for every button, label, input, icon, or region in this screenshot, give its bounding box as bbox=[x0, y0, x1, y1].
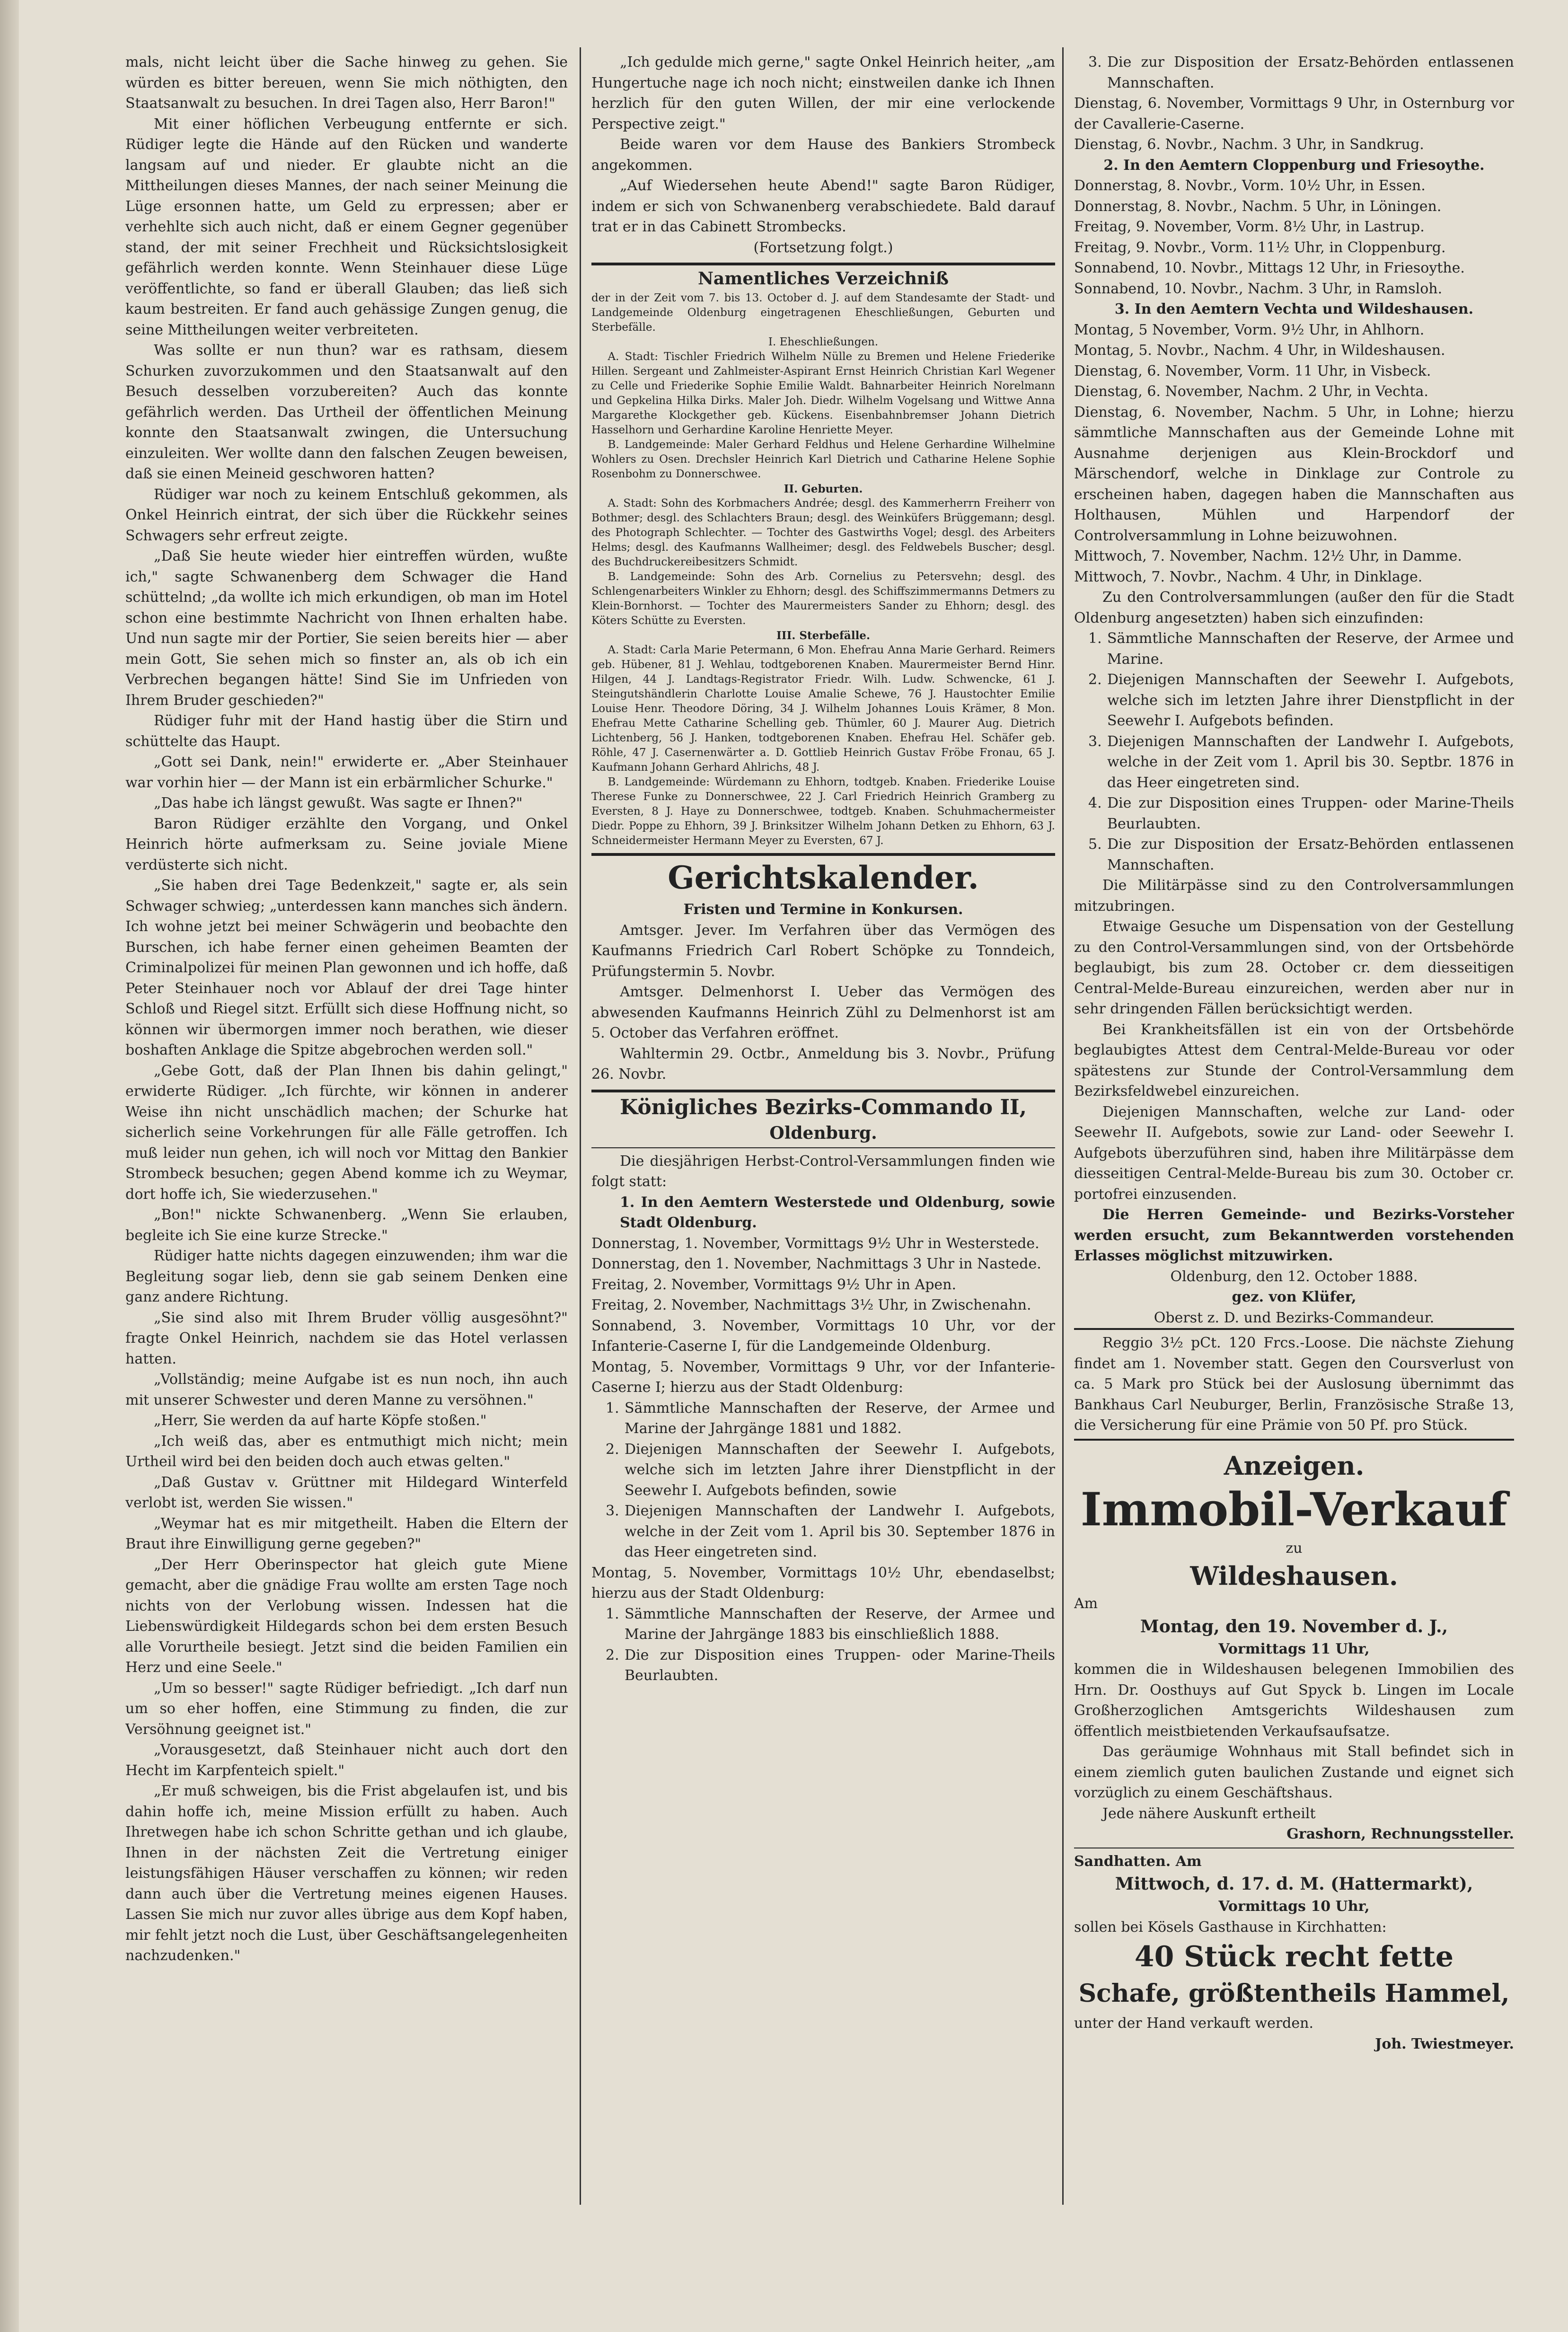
command-list bbox=[1074, 628, 1514, 875]
story-paragraph: Baron Rüdiger erzählte den Vorgang, und Onkel Heinrich hörte aufmerksam zu. Seine joviale Miene verdüsterte sich nicht. bbox=[125, 815, 568, 873]
story-paragraph: Rüdiger hatte nichts dagegen einzuwenden; ihm war die Begleitung sogar lieb, denn sie gab seinem Denken eine ganz andere Richtung. bbox=[125, 1248, 568, 1305]
command-schedule-line: Donnerstag, 8. Novbr., Vorm. 10½ Uhr, in Essen. bbox=[1074, 177, 1426, 194]
notice-date: Oldenburg, den 12. October 1888. bbox=[1170, 1268, 1418, 1285]
register-section-title: II. Geburten. bbox=[784, 483, 863, 495]
command-schedule-line: Dienstag, 6. November, Nachm. 2 Uhr, in Vechta. bbox=[1074, 383, 1428, 400]
ad-text: unter der Hand verkauft werden. bbox=[1074, 2015, 1313, 2032]
command-schedule-line: Montag, 5. Novbr., Nachm. 4 Uhr, in Wildeshausen. bbox=[1074, 342, 1445, 359]
command-paragraph: Die Herren Gemeinde- und Bezirks-Vorsteher werden ersucht, zum Bekanntwerden vorstehenden Erlasses möglichst mitzuwirken. bbox=[1074, 1206, 1514, 1264]
register-entry: B. Landgemeinde: Maler Gerhard Feldhus und Helene Gerhardine Wilhelmine Wohlers zu Osen. Drechsler Heinrich Karl Dietrich und Catharine Helene Sophie Rosenbohm zu Donnerschwee. bbox=[591, 439, 1055, 480]
story-paragraph: „Daß Gustav v. Grüttner mit Hildegard Winterfeld verlobt ist, werden Sie wissen." bbox=[125, 1474, 568, 1511]
ads-title: Anzeigen. bbox=[1224, 1450, 1365, 1481]
story-paragraph: „Bon!" nickte Schwanenberg. „Wenn Sie erlauben, begleite ich Sie eine kurze Strecke." bbox=[125, 1206, 568, 1244]
command-schedule-line: Freitag, 9. November, Vorm. 8½ Uhr, in Lastrup. bbox=[1074, 219, 1425, 235]
command-schedule-line: Sonnabend, 3. November, Vormittags 10 Uhr, vor der Infanterie-Caserne I, für die Landgemeinde Oldenburg. bbox=[591, 1317, 1055, 1355]
story-paragraph: „Sie haben drei Tage Bedenkzeit," sagte er, als sein Schwager schwieg; „unterdessen kann manches sich ändern. Ich wohne jetzt bei meiner Schwägerin und beobachte den Burschen, ich habe ferner einen geheimen Beamten der Criminalpolizei für meinen Plan gewonnen und ich hoffe, daß Peter Steinhauer noch vor Ablauf der drei Tage hinter Schloß und Riegel sitzt. Erfüllt sich diese Hoffnung nicht, so können wir übermorgen immer noch berathen, wie dieser boshaften Anklage die Spitze abgebrochen werden soll." bbox=[125, 877, 568, 1058]
command-schedule-line: Sonnabend, 10. Novbr., Nachm. 3 Uhr, in Ramsloh. bbox=[1074, 280, 1443, 297]
ad-headline: 40 Stück recht fette bbox=[1134, 1940, 1454, 1973]
register-intro: der in der Zeit vom 7. bis 13. October d. J. auf dem Standesamte der Stadt- und Landgemeinde Oldenburg eingetragenen Eheschließungen, Geburten und Sterbefälle. bbox=[591, 292, 1055, 334]
story-paragraph: Rüdiger fuhr mit der Hand hastig über die Stirn und schüttelte das Haupt. bbox=[125, 713, 568, 750]
command-paragraph: Bei Krankheitsfällen ist ein von der Ortsbehörde beglaubigtes Attest dem Central-Melde-Bureau vor oder spätestens zur Stunde der Control-Versammlung dem Bezirksfeldwebel einzureichen. bbox=[1074, 1021, 1514, 1100]
ad-place: Wildeshausen. bbox=[1190, 1561, 1398, 1591]
command-schedule-line: Freitag, 2. November, Vormittags 9½ Uhr in Apen. bbox=[591, 1276, 957, 1293]
reggio-text: Reggio 3½ pCt. 120 Frcs.-Loose. Die nächste Ziehung findet am 1. November statt. Gegen den Coursverlust von ca. 5 Mark pro Stück bei der Auslosung übernimmt das Bankhaus Carl Neuburger, Berlin, Französische Straße 13, die Versicherung für eine Prämie von 50 Pf. pro Stück. bbox=[1074, 1335, 1514, 1434]
court-entry: Amtsger. Jever. Im Verfahren über das Vermögen des Kaufmanns Friedrich Carl Robert Schöpke zu Tonndeich, Prüfungstermin 5. Novbr. bbox=[591, 922, 1055, 980]
story-paragraph: Was sollte er nun thun? war es rathsam, diesem Schurken zuvorzukommen und den Staatsanwalt auf den Besuch desselben vorzubereiten? Auch das konnte gefährlich werden. Das Urtheil der öffentlichen Meinung konnte den Staatsanwalt zwingen, die Untersuchung einzuleiten. Wer wollte dann den falschen Zeugen beweisen, daß sie einen Meineid geschworen hatten? bbox=[125, 342, 568, 482]
column-divider bbox=[580, 47, 581, 2205]
list-item: 2. Diejenigen Mannschaften der Seewehr I. Aufgebots, welche sich im letzten Jahre ihrer Dienstpflicht in der Seewehr I. Aufgebots befinden, sowie bbox=[606, 1441, 1055, 1499]
register-entry: A. Stadt: Sohn des Korbmachers Andrée; desgl. des Kammerherrn Freiherr von Bothmer; desgl. des Schlachters Braun; desgl. des Weinküfers Brüggemann; desgl. des Photograph Schlechter. — Tochter des Gastwirths Vogel; desgl. des Arbeiters Helms; desgl. des Kaufmanns Wallheimer; desgl. des Feldwebels Buscher; desgl. des Buchdruckereibesitzers Schmidt. bbox=[591, 497, 1055, 568]
command-list bbox=[1074, 52, 1514, 93]
ad-time: Vormittags 11 Uhr, bbox=[1218, 1640, 1370, 1657]
register-entry: B. Landgemeinde: Würdemann zu Ehhorn, todtgeb. Knaben. Friederike Louise Therese Funke zu Donnerschwee, 22 J. Carl Friedrich Heinrich Gramberg zu Eversten, 8 J. Haye zu Donnerschwee, todtgeb. Knaben. Schuhmachermeister Diedr. Poppe zu Ehhorn, 39 J. Brinksitzer Wilhelm Johann Detken zu Ehhorn, 63 J. Schneidermeister Hermann Meyer zu Eversten, 67 J. bbox=[591, 776, 1055, 847]
column-notices-ads bbox=[1074, 52, 1514, 2228]
command-schedule-line: Freitag, 2. November, Nachmittags 3½ Uhr, in Zwischenahn. bbox=[591, 1297, 1031, 1313]
story-paragraph: „Sie sind also mit Ihrem Bruder völlig ausgesöhnt?" fragte Onkel Heinrich, nachdem sie das Hotel verlassen hatten. bbox=[125, 1309, 568, 1367]
command-section-title: 2. In den Aemtern Cloppenburg und Friesoythe. bbox=[1103, 157, 1485, 174]
list-item: 3. Diejenigen Mannschaften der Landwehr I. Aufgebots, welche in der Zeit vom 1. April bis 30. Septbr. 1876 in das Heer eingetreten sind. bbox=[1088, 733, 1514, 791]
command-schedule-line: Mittwoch, 7. Novbr., Nachm. 4 Uhr, in Dinklage. bbox=[1074, 568, 1423, 585]
court-entry: Wahltermin 29. Octbr., Anmeldung bis 3. Novbr., Prüfung 26. Novbr. bbox=[591, 1045, 1055, 1082]
command-schedule-line: Donnerstag, 8. Novbr., Nachm. 5 Uhr, in Löningen. bbox=[1074, 198, 1442, 215]
ad-am: Am bbox=[1074, 1595, 1098, 1612]
command-schedule-line: Dienstag, 6. November, Nachm. 5 Uhr, in Lohne; hierzu sämmtliche Mannschaften aus der Gemeinde Lohne mit Ausnahme derjenigen aus Klein-Brockdorf und Märschendorf, welche in Dinklage zur Controle zu erscheinen haben, dagegen haben die Mannschaften aus Holthausen, Mühlen und Harpendorf der Controlversammlung in Lohne beizuwohnen. bbox=[1074, 404, 1514, 544]
list-item: 1. Sämmtliche Mannschaften der Reserve, der Armee und Marine der Jahrgänge 1881 und 1882. bbox=[606, 1399, 1055, 1437]
list-item: 1. Sämmtliche Mannschaften der Reserve, der Armee und Marine der Jahrgänge 1883 bis einschließlich 1888. bbox=[606, 1605, 1055, 1643]
story-paragraph: „Gott sei Dank, nein!" erwiderte er. „Aber Steinhauer war vorhin hier — der Mann ist ein erbärmlicher Schurke." bbox=[125, 754, 568, 791]
ad-date: Mittwoch, d. 17. d. M. (Hattermarkt), bbox=[1115, 1874, 1473, 1894]
command-paragraph: Diejenigen Mannschaften, welche zur Land- oder Seewehr II. Aufgebots, sowie zur Land- oder Seewehr I. Aufgebots überzuführen sind, haben ihre Militärpässe dem diesseitigen Central-Melde-Bureau bis zum 30. October cr. portofrei einzusenden. bbox=[1074, 1103, 1514, 1203]
story-paragraph: Mit einer höflichen Verbeugung entfernte er sich. Rüdiger legte die Hände auf den Rücken und wanderte langsam auf und nieder. Er glaubte nicht an die Mittheilungen dieses Mannes, der nach seiner Meinung die Lüge ersonnen hatte, um Geld zu erpressen; aber er verhehlte sich auch nicht, daß er einem Gegner gegenüber stand, der mit seiner Frechheit und Rücksichtslosigkeit gefährlich werden konnte. Wenn Steinhauer diese Lüge veröffentlichte, so fand er überall Glauben; das ließ sich kaum bestreiten. Er fand auch gehässige Zungen genug, die seine Mittheilungen weiter verbreiteten. bbox=[125, 115, 568, 338]
command-section-title: 1. In den Aemtern Westerstede und Oldenburg, sowie Stadt Oldenburg. bbox=[620, 1194, 1055, 1231]
ad-time: Vormittags 10 Uhr, bbox=[1218, 1898, 1370, 1915]
signature-name: gez. von Klüfer, bbox=[1232, 1289, 1357, 1305]
command-section-title: 3. In den Aemtern Vechta und Wildeshausen. bbox=[1114, 301, 1474, 317]
civil-register bbox=[591, 291, 1055, 848]
section-rule bbox=[591, 263, 1055, 265]
story-paragraph: „Herr, Sie werden da auf harte Köpfe stoßen." bbox=[154, 1412, 487, 1429]
story-paragraph: „Gebe Gott, daß der Plan Ihnen bis dahin gelingt," erwiderte Rüdiger. „Ich fürchte, wir können in anderer Weise ihn nicht unschädlich machen; der Schurke hat sicherlich seine Vorkehrungen für alle Fälle getroffen. Ich muß leider nun gehen, ich will noch vor Mittag den Bankier Strombeck besuchen; gegen Abend komme ich zu Weymar, dort hoffe ich, Sie wiederzusehen." bbox=[125, 1062, 568, 1203]
story-paragraph: „Auf Wiedersehen heute Abend!" sagte Baron Rüdiger, indem er sich von Schwanenberg verabschiedete. Bald darauf trat er in das Cabinett Strombecks. bbox=[591, 177, 1055, 235]
court-calendar-title: Gerichtskalender. bbox=[668, 859, 979, 896]
ad-signature: Grashorn, Rechnungssteller. bbox=[1286, 1826, 1514, 1842]
ad-signature: Joh. Twiestmeyer. bbox=[1375, 2035, 1514, 2052]
court-calendar-subtitle: Fristen und Termine in Konkursen. bbox=[683, 901, 963, 918]
story-paragraph: „Vollständig; meine Aufgabe ist es nun noch, ihn auch mit unserer Schwester und deren Manne zu versöhnen." bbox=[125, 1371, 568, 1408]
command-paragraph: Die Militärpässe sind zu den Controlversammlungen mitzubringen. bbox=[1074, 877, 1514, 915]
command-schedule-line: Dienstag, 6. Novbr., Nachm. 3 Uhr, in Sandkrug. bbox=[1074, 136, 1424, 153]
binding-edge bbox=[0, 0, 19, 2332]
command-schedule-line: Dienstag, 6. November, Vorm. 11 Uhr, in Visbeck. bbox=[1074, 362, 1431, 379]
command-schedule-line: Montag, 5. November, Vormittags 9 Uhr, vor der Infanterie-Caserne I; hierzu aus der Stadt Oldenburg: bbox=[591, 1358, 1055, 1396]
story-paragraph: „Ich geduldе mich gerne," sagte Onkel Heinrich heiter, „am Hungertuche nage ich noch nicht; einstweilen danke ich Ihnen herzlich für den guten Willen, der mir eine verlockende Perspective zeigt." bbox=[591, 54, 1055, 132]
list-item: 3. Diejenigen Mannschaften der Landwehr I. Aufgebots, welche in der Zeit vom 1. April bis 30. September 1876 in das Heer eingetreten sind. bbox=[606, 1503, 1055, 1560]
register-section-title: I. Eheschließungen. bbox=[768, 336, 879, 348]
ad-text: Jede nähere Auskunft ertheilt bbox=[1102, 1805, 1316, 1822]
command-schedule-line: Sonnabend, 10. Novbr., Mittags 12 Uhr, in Friesoythe. bbox=[1074, 260, 1465, 276]
court-entry: Amtsger. Delmenhorst I. Ueber das Vermögen des abwesenden Kaufmanns Heinrich Zühl zu Delmenhorst ist am 5. October das Verfahren eröffnet. bbox=[591, 984, 1055, 1041]
column-notices bbox=[591, 52, 1055, 2228]
section-rule bbox=[591, 853, 1055, 856]
signature-title: Oberst z. D. und Bezirks-Commandeur. bbox=[1154, 1309, 1435, 1326]
register-title: Namentliches Verzeichniß bbox=[698, 269, 949, 289]
command-paragraph: Etwaige Gesuche um Dispensation von der Gestellung zu den Control-Versammlungen sind, von der Ortsbehörde beglaubigt, bis zum 28. October cr. dem diesseitigen Central-Melde-Bureau einzureichen, werden aber nur in sehr dringenden Fällen berücksichtigt werden. bbox=[1074, 918, 1514, 1017]
story-paragraph: „Das habe ich längst gewußt. Was sagte er Ihnen?" bbox=[154, 795, 523, 811]
story-paragraph: Beide waren vor dem Hause des Bankiers Strombeck angekommen. bbox=[591, 136, 1055, 174]
story-paragraph: „Weymar hat es mir mitgetheilt. Haben die Eltern der Braut ihre Einwilligung gerne gegeben?" bbox=[125, 1515, 568, 1552]
list-item: 1. Sämmtliche Mannschaften der Reserve, der Armee und Marine. bbox=[1088, 630, 1514, 668]
command-schedule-line: Freitag, 9. Novbr., Vorm. 11½ Uhr, in Cloppenburg. bbox=[1074, 239, 1446, 256]
ad-date: Montag, den 19. November d. J., bbox=[1140, 1616, 1448, 1637]
list-item: 5. Die zur Disposition der Ersatz-Behörden entlassenen Mannschaften. bbox=[1088, 836, 1514, 873]
command-subtitle: Oldenburg. bbox=[769, 1123, 877, 1143]
story-paragraph: „Der Herr Oberinspector hat gleich gute Miene gemacht, aber die gnädige Frau wollte am ersten Tage noch nichts von der Verlobung wissen. Indessen hat die Liebenswürdigkeit Hildegards schon bei dem ersten Besuch alle Vorurtheile besiegt. Jetzt sind die beiden Familien ein Herz und eine Seele." bbox=[125, 1556, 568, 1676]
register-entry: A. Stadt: Tischler Friedrich Wilhelm Nülle zu Bremen und Helene Friederike Hillen. Sergeant und Zahlmeister-Aspirant Ernst Heinrich Christian Karl Wegener zu Celle und Friederike Sophie Emilie Waldt. Bahnarbeiter Heinrich Norelmann und Gepkelina Hilka Dirks. Maler Joh. Diedr. Wilhelm Vogelsang und Wittwe Anna Margarethe Klockgether geb. Kückens. Eisenbahnbremser Johann Dietrich Hasselhorn und Gerhardine Karoline Henriette Meyer. bbox=[591, 351, 1055, 436]
command-list bbox=[591, 1398, 1055, 1563]
ad-text: kommen die in Wildeshausen belegenen Immobilien des Hrn. Dr. Oosthuys auf Gut Spyck b. Lingen im Locale Großherzoglichen Amtsgerichts Wildeshausen zum öffentlich meistbietenden Verkaufsaufsatze. bbox=[1074, 1661, 1514, 1740]
story-paragraph: „Um so besser!" sagte Rüdiger befriedigt. „Ich darf nun um so eher hoffen, eine Stimmung zu finden, die zur Versöhnung geeignet ist." bbox=[125, 1680, 568, 1738]
command-schedule-line: Dienstag, 6. November, Vormittags 9 Uhr, in Osternburg vor der Cavallerie-Caserne. bbox=[1074, 95, 1514, 132]
command-schedule-line: Donnerstag, 1. November, Vormittags 9½ Uhr in Westerstede. bbox=[591, 1235, 1039, 1252]
command-schedule-line: Mittwoch, 7. November, Nachm. 12½ Uhr, in Damme. bbox=[1074, 548, 1462, 564]
story-continued-note: (Fortsetzung folgt.) bbox=[753, 239, 893, 256]
ad-zu: zu bbox=[1286, 1540, 1303, 1557]
register-entry: B. Landgemeinde: Sohn des Arb. Cornelius zu Petersvehn; desgl. des Schlengenarbeiters Winkler zu Ehhorn; desgl. des Schiffszimmermanns Detmers zu Klein-Bornhorst. — Tochter des Maurermeisters Sander zu Ehhorn; desgl. des Köters Schütte zu Eversten. bbox=[591, 571, 1055, 627]
story-paragraph: mals, nicht leicht über die Sache hinweg zu gehen. Sie würden es bitter bereuen, wenn Sie mich nöthigten, den Staatsanwalt zu besuchen. In drei Tagen also, Herr Baron!" bbox=[125, 54, 568, 112]
list-item: 2. Diejenigen Mannschaften der Seewehr I. Aufgebots, welche sich im letzten Jahre ihrer Dienstpflicht in der Seewehr I. Aufgebots befinden. bbox=[1088, 671, 1514, 729]
register-entry: A. Stadt: Carla Marie Petermann, 6 Mon. Ehefrau Anna Marie Gerhard. Reimers geb. Hübener, 81 J. Wehlau, todtgeborenen Knaben. Maurermeister Bernd Hinr. Hilgen, 44 J. Landtags-Registrator Friedr. Wilh. Ludw. Schwencke, 61 J. Steingutshändlerin Charlotte Louise Amalie Schewe, 76 J. Haustochter Emilie Louise Henr. Theodore Döring, 34 J. Wilhelm Johannes Louis Krämer, 8 Mon. Ehefrau Mette Catharine Schelling geb. Thümler, 60 J. Maurer Aug. Dietrich Lichtenberg, 56 J. Hanken, todtgeborenen Knaben. Ehefrau Hel. Schäfer geb. Röhle, 47 J. Casernenwärter a. D. Gottlieb Heinrich Gustav Fröbe Fronau, 65 J. Kaufmann Johann Gerhard Ahlrichs, 48 J. bbox=[591, 644, 1055, 774]
column-serial-story bbox=[125, 52, 568, 2228]
list-item: 3. Die zur Disposition der Ersatz-Behörden entlassenen Mannschaften. bbox=[1088, 54, 1514, 91]
command-paragraph: Zu den Controlversammlungen (außer den für die Stadt Oldenburg angesetzten) haben sich einzufinden: bbox=[1074, 589, 1514, 626]
story-paragraph: „Er muß schweigen, bis die Frist abgelaufen ist, und bis dahin hoffe ich, meine Mission erfüllt zu haben. Auch Ihretwegen habe ich schon Schritte gethan und ich glaube, Ihnen in der nächsten Zeit die Vertretung einiger leistungsfähigen Häuser verschaffen zu können; wir reden dann auch über die Vertretung meines eigenen Hauses. Lassen Sie mich nur zuvor alles übrige aus dem Kopf haben, mir fehlt jetzt noch die Lust, über Geschäftsangelegenheiten nachzudenken." bbox=[125, 1783, 568, 1964]
ad-property-sale-title: Immobil-Verkauf bbox=[1080, 1482, 1508, 1536]
reggio-notice bbox=[1074, 1328, 1514, 1441]
command-schedule-line: Montag, 5 November, Vorm. 9½ Uhr, in Ahlhorn. bbox=[1074, 321, 1425, 338]
ad-place: Sandhatten. Am bbox=[1074, 1853, 1202, 1870]
ad-text: Das geräumige Wohnhaus mit Stall befindet sich in einem ziemlich guten baulichen Zustande und eignet sich vorzüglich zu einem Geschäftshaus. bbox=[1074, 1743, 1514, 1801]
section-rule bbox=[591, 1090, 1055, 1092]
list-item: 4. Die zur Disposition eines Truppen- oder Marine-Theils Beurlaubten. bbox=[1088, 795, 1514, 832]
list-item: 2. Die zur Disposition eines Truppen- oder Marine-Theils Beurlaubten. bbox=[606, 1646, 1055, 1684]
command-schedule-line: Montag, 5. November, Vormittags 10½ Uhr, ebendaselbst; hierzu aus der Stadt Oldenburg: bbox=[591, 1564, 1055, 1602]
command-list bbox=[591, 1604, 1055, 1686]
command-intro: Die diesjährigen Herbst-Control-Versammlungen finden wie folgt statt: bbox=[591, 1153, 1055, 1190]
story-paragraph: „Vorausgesetzt, daß Steinhauer nicht auch dort den Hecht im Karpfenteich spielt." bbox=[125, 1742, 568, 1779]
register-section-title: III. Sterbefälle. bbox=[776, 629, 870, 642]
story-paragraph: Rüdiger war noch zu keinem Entschluß gekommen, als Onkel Heinrich eintrat, der sich über die Rückkehr seines Schwagers sehr erfreut zeigte. bbox=[125, 486, 568, 544]
command-schedule-line: Donnerstag, den 1. November, Nachmittags 3 Uhr in Nastede. bbox=[591, 1256, 1041, 1272]
story-paragraph: „Daß Sie heute wieder hier eintreffen würden, wußte ich," sagte Schwanenberg dem Schwager die Hand schüttelnd; „da wollte ich mich erkundigen, ob man im Hotel schon eine bestimmte Nachricht von Ihnen erhalten habe. Und nun sagte mir der Portier, Sie seien bereits hier — aber mein Gott, Sie sehen mich so finster an, als ob ich ein Verbrechen begangen hätte! Sind Sie im Unfrieden von Ihrem Bruder geschieden?" bbox=[125, 548, 568, 709]
command-title: Königliches Bezirks-Commando II, bbox=[620, 1095, 1027, 1119]
ad-text: sollen bei Kösels Gasthause in Kirchhatten: bbox=[1074, 1918, 1387, 1936]
column-divider bbox=[1062, 47, 1064, 2205]
ad-headline: Schafe, größtentheils Hammel, bbox=[1078, 1979, 1510, 2008]
story-paragraph: „Ich weiß das, aber es entmuthigt mich nicht; mein Urtheil wird bei den beiden doch auch etwas gelten." bbox=[125, 1433, 568, 1470]
section-rule bbox=[591, 1147, 1055, 1148]
